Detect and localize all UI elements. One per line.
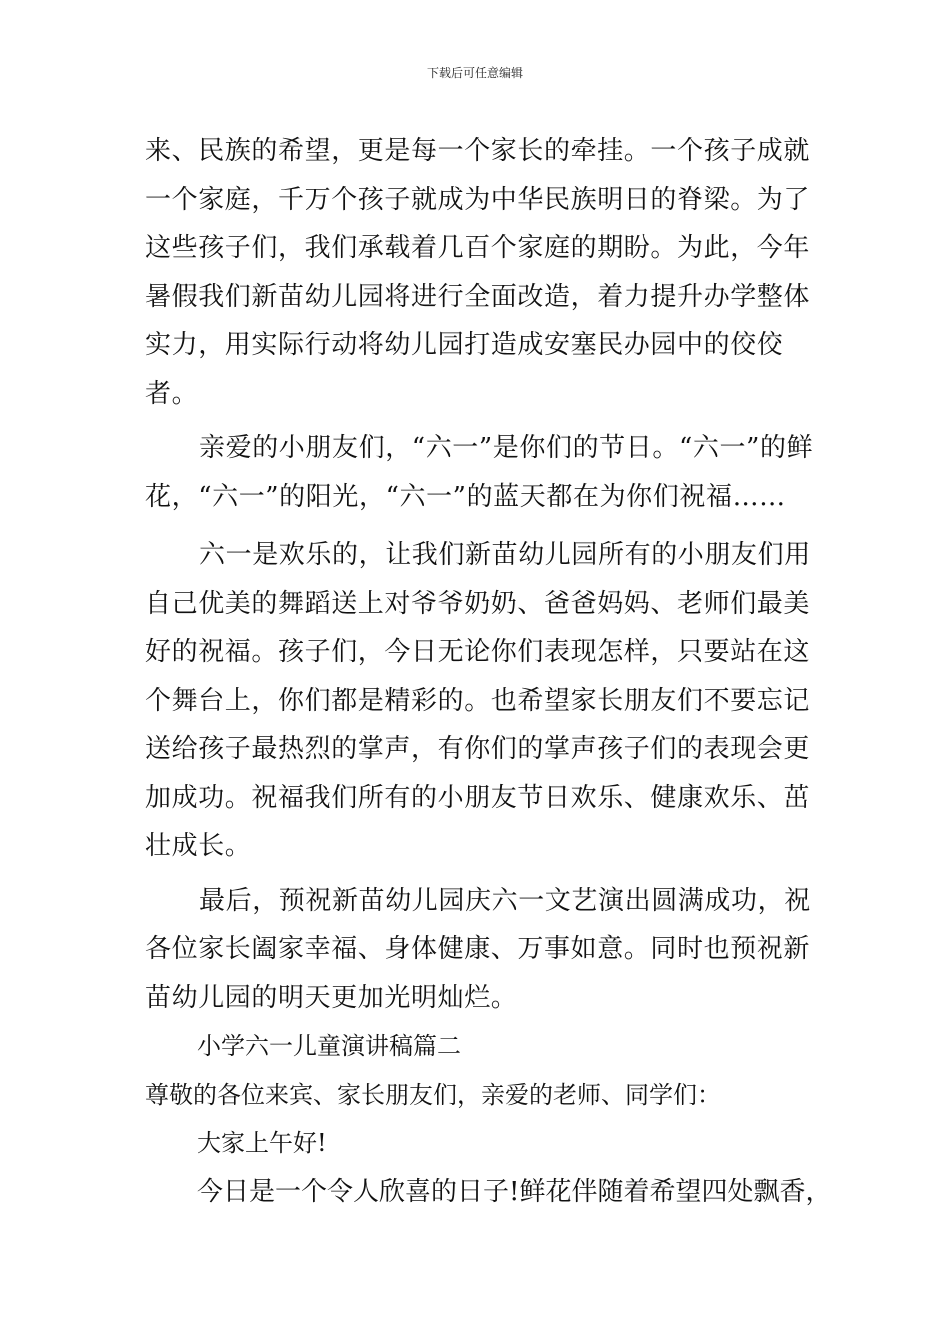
paragraph-3: 六一是欢乐的，让我们新苗幼儿园所有的小朋友们用自己优美的舞蹈送上对爷爷奶奶、爸爸妈妈、老师们最美好的祝福。孩子们，今日无论你们表现怎样，只要站在这个舞台上，你们都是精彩的。也希望家长朋友们不要忘记送给孩子最热烈的掌声，有你们的掌声孩子们的表现会更加成功。祝福我们所有的小朋友节日欢乐、健康欢乐、茁壮成长。 (145, 540, 811, 861)
opening-line: 今日是一个令人欣喜的日子!鲜花伴随着希望四处飘香， (197, 1176, 832, 1207)
document-body (145, 127, 832, 1216)
page-header: 下载后可任意编辑 (426, 66, 523, 80)
paragraph-4: 最后，预祝新苗幼儿园庆六一文艺演出圆满成功，祝各位家长阖家幸福、身体健康、万事如意。同时也预祝新苗幼儿园的明天更加光明灿烂。 (145, 885, 811, 1013)
paragraph-2: 亲爱的小朋友们，“六一”是你们的节日。“六一”的鲜花，“六一”的阳光，“六一”的蓝天都在为你们祝福…… (145, 433, 814, 512)
salutation: 尊敬的各位来宾、家长朋友们，亲爱的老师、同学们： (145, 1080, 721, 1109)
greeting-line: 大家上午好! (197, 1129, 327, 1157)
section-title: 小学六一儿童演讲稿篇二 (197, 1032, 461, 1060)
paragraph-1: 来、民族的希望，更是每一个家长的牵挂。一个孩子成就一个家庭，千万个孩子就成为中华民族明日的脊梁。为了这些孩子们，我们承载着几百个家庭的期盼。为此，今年暑假我们新苗幼儿园将进行全面改造，着力提升办学整体实力，用实际行动将幼儿园打造成安塞民办园中的佼佼者。 (145, 136, 811, 409)
